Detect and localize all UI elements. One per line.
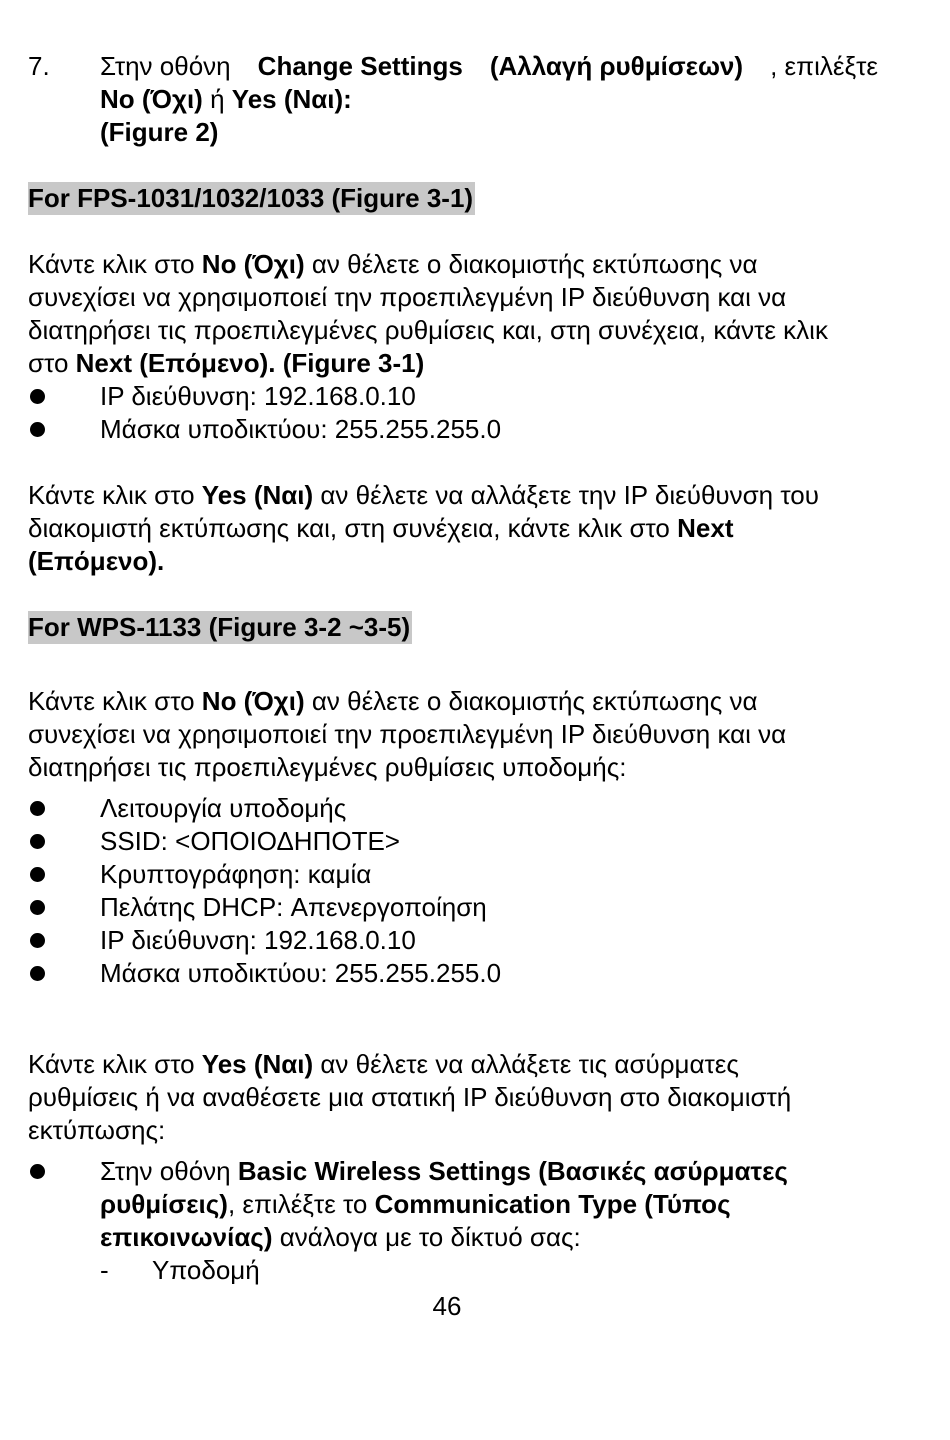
- list-item-text: IP διεύθυνση: 192.168.0.10: [100, 381, 416, 411]
- yes-option: Yes (Ναι): [201, 480, 314, 510]
- document-page: [28, 50, 878, 1287]
- list-item: [28, 891, 878, 924]
- text-line: διατηρήσει τις προεπιλεγμένες ρυθμίσεις και, στη συνέχεια, κάντε κλικ: [28, 315, 828, 345]
- sub-list-item-text: Υποδομή: [152, 1255, 260, 1285]
- list-item: [28, 1155, 878, 1254]
- no-option: No (Όχι): [201, 686, 305, 716]
- text-segment: Κάντε κλικ στο: [28, 686, 195, 716]
- change-settings-greek: (Αλλαγή ρυθμίσεων): [489, 51, 744, 81]
- text-segment: αν θέλετε ο διακομιστής εκτύπωσης να: [311, 686, 758, 716]
- no-option: No (Όχι): [201, 249, 305, 279]
- bullet-icon: [30, 834, 45, 849]
- list-item: [28, 957, 878, 990]
- basic-wireless-settings-label: Basic Wireless Settings (Βασικές ασύρματες: [237, 1156, 788, 1186]
- list-item: [28, 825, 878, 858]
- text-segment: Στην οθόνη: [100, 1156, 231, 1186]
- list-item-text: Κρυπτογράφηση: καμία: [100, 859, 372, 889]
- text-line: διατηρήσει τις προεπιλεγμένες ρυθμίσεις υποδομής:: [28, 752, 627, 782]
- page-number: 46: [432, 1291, 462, 1321]
- colon: :: [343, 84, 352, 114]
- step-7-line-3: [100, 116, 878, 149]
- text-line: εκτύπωσης:: [28, 1115, 166, 1145]
- section-heading-wps: For WPS-1133 (Figure 3-2 ~3-5): [28, 612, 411, 642]
- next-option-greek: (Επόμενο).: [28, 546, 165, 576]
- text-segment: αν θέλετε να αλλάξετε τις ασύρματες: [320, 1049, 739, 1079]
- fps-default-list: [28, 380, 878, 446]
- text-segment: διακομιστή εκτύπωσης και, στη συνέχεια, κάντε κλικ στο: [28, 513, 670, 543]
- bullet-icon: [30, 867, 45, 882]
- wps-yes-paragraph: [28, 1048, 878, 1147]
- text-line: συνεχίσει να χρησιμοποιεί την προεπιλεγμένη IP διεύθυνση και να: [28, 282, 787, 312]
- communication-type-label: Communication Type (Τύπος: [374, 1189, 731, 1219]
- bullet-icon: [30, 801, 45, 816]
- figure-2-ref: (Figure 2): [100, 117, 219, 147]
- text-segment: στο: [28, 348, 69, 378]
- step-7: [28, 50, 878, 149]
- list-item: [28, 413, 878, 446]
- fps-yes-paragraph: [28, 479, 878, 578]
- wps-default-list: [28, 792, 878, 990]
- step-7-intro: Στην οθόνη: [100, 51, 231, 81]
- bullet-icon: [30, 422, 45, 437]
- fps-no-paragraph: [28, 248, 878, 380]
- list-item: [28, 924, 878, 957]
- change-settings-label: Change Settings: [257, 51, 463, 81]
- step-number: 7.: [28, 51, 50, 81]
- bullet-icon: [30, 966, 45, 981]
- bullet-icon: [30, 933, 45, 948]
- text-line: συνεχίσει να χρησιμοποιεί την προεπιλεγμένη IP διεύθυνση και να: [28, 719, 787, 749]
- bullet-icon: [30, 900, 45, 915]
- text-segment: Κάντε κλικ στο: [28, 480, 195, 510]
- text-segment: ανάλογα με το δίκτυό σας:: [279, 1222, 581, 1252]
- text-segment: Κάντε κλικ στο: [28, 249, 195, 279]
- list-item: [28, 858, 878, 891]
- text-segment: αν θέλετε ο διακομιστής εκτύπωσης να: [311, 249, 758, 279]
- list-item: [28, 792, 878, 825]
- step-7-select: , επιλέξτε: [770, 51, 878, 81]
- section-heading-fps: For FPS-1031/1032/1033 (Figure 3-1): [28, 183, 474, 213]
- list-item-text: Πελάτης DHCP: Απενεργοποίηση: [100, 892, 487, 922]
- communication-type-label-cont: επικοινωνίας): [100, 1222, 273, 1252]
- step-7-line-2: [100, 83, 878, 116]
- list-item: [28, 380, 878, 413]
- list-item-text: Μάσκα υποδικτύου: 255.255.255.0: [100, 414, 502, 444]
- list-item-text: Μάσκα υποδικτύου: 255.255.255.0: [100, 958, 502, 988]
- list-item-text: SSID: <ΟΠΟΙΟΔΗΠΟΤΕ>: [100, 826, 400, 856]
- yes-option: Yes (Ναι): [231, 84, 344, 114]
- sub-list-item: [28, 1254, 878, 1287]
- wps-wireless-list: [28, 1155, 878, 1254]
- wps-no-paragraph: [28, 685, 878, 784]
- basic-wireless-settings-label-cont: ρυθμίσεις): [100, 1189, 228, 1219]
- yes-option: Yes (Ναι): [201, 1049, 314, 1079]
- bullet-icon: [30, 1164, 45, 1179]
- text-segment: , επιλέξτε το: [227, 1189, 368, 1219]
- dash-marker: -: [100, 1255, 109, 1285]
- step-7-line-1: [100, 50, 878, 83]
- text-line: ρυθμίσεις ή να αναθέσετε μια στατική IP διεύθυνση στο διακομιστή: [28, 1082, 792, 1112]
- next-option: Next: [677, 513, 734, 543]
- no-option: No (Όχι): [100, 84, 203, 114]
- text-segment: αν θέλετε να αλλάξετε την IP διεύθυνση του: [320, 480, 819, 510]
- text-segment: Κάντε κλικ στο: [28, 1049, 195, 1079]
- or-word: ή: [210, 84, 225, 114]
- list-item-text: IP διεύθυνση: 192.168.0.10: [100, 925, 416, 955]
- next-option: Next (Επόμενο). (Figure 3-1): [75, 348, 425, 378]
- list-item-text: Λειτουργία υποδομής: [100, 793, 347, 823]
- bullet-icon: [30, 389, 45, 404]
